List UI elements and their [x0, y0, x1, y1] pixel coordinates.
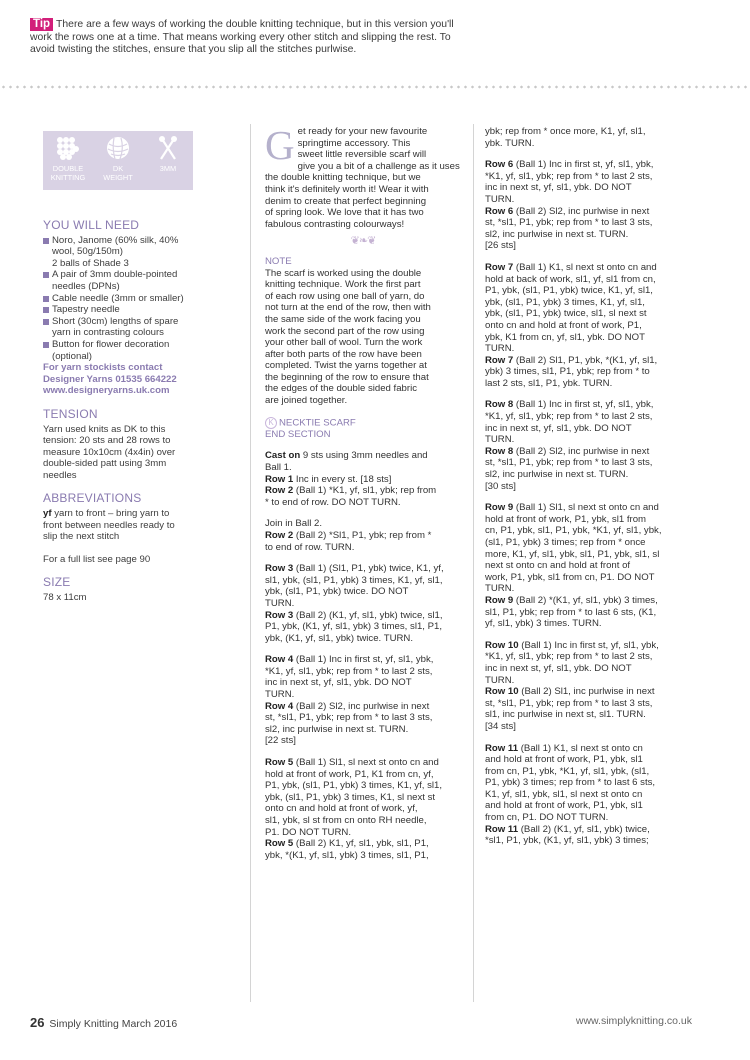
- note-line: of each row using one ball of yarn, do: [265, 290, 425, 302]
- intro-line: springtime accessory. This: [297, 137, 411, 149]
- row-instruction: *K1, yf, sl1, ybk; rep from * to last 2 sts,: [265, 665, 433, 677]
- pattern-line: [265, 666, 461, 678]
- pattern-line: [265, 838, 461, 850]
- row-label: Row 9: [485, 594, 514, 606]
- row-instruction: (Ball 2) Sl2, inc purlwise in next: [513, 445, 650, 457]
- pattern-line: [265, 621, 461, 633]
- row-instruction: and hold at front of work, P1, ybk, sl1: [485, 754, 643, 766]
- row-label: Cast on: [265, 450, 301, 462]
- row-instruction: onto cn and hold at front of work, yf,: [265, 803, 418, 815]
- pattern-line: [485, 229, 681, 241]
- intro-line: of spring look. We love that it has two: [265, 207, 424, 219]
- pattern-line: [485, 457, 681, 469]
- row-label: Row 7: [485, 261, 514, 273]
- row-instruction: from cn, P1. DO NOT TURN.: [485, 812, 609, 824]
- row-label: Row 4: [265, 654, 294, 666]
- row-instruction: inc in next st, yf, sl1, ybk. DO NOT: [485, 662, 632, 674]
- tension-line: Yarn used knits as DK to this: [43, 423, 166, 435]
- note-text: [265, 268, 461, 407]
- row-instruction: work, P1, ybk, sl1 from cn, P1. DO NOT: [485, 571, 655, 583]
- tension-line: needles: [43, 469, 77, 481]
- materials-list-item: A pair of 3mm double-pointed: [43, 269, 203, 281]
- pattern-line: [265, 462, 461, 474]
- dk-weight-badge: [97, 135, 139, 190]
- note-line: work the second part of the row using: [265, 325, 425, 337]
- pattern-line: [265, 850, 461, 862]
- row-instruction: TURN.: [485, 434, 515, 446]
- paragraph-gap: [485, 733, 681, 743]
- pattern-rows: [265, 440, 461, 861]
- row-instruction: Inc in every st. [18 sts]: [293, 473, 392, 485]
- pattern-line: [485, 777, 681, 789]
- row-instruction: TURN.: [485, 343, 515, 355]
- pattern-line: [485, 182, 681, 194]
- row-instruction: sl1, ybk, sl st from cn onto RH needle,: [265, 815, 427, 826]
- row-instruction: (Ball 1) Inc in first st, yf, sl1, ybk,: [293, 654, 434, 666]
- row-instruction: sl1, ybk, (sl1, P1, ybk) 3 times, K1, yf, sl1,: [265, 574, 443, 586]
- row-instruction: sl2, inc purlwise in next st. TURN.: [485, 228, 629, 240]
- note-line: knitting technique. Work the first part: [265, 279, 421, 291]
- paragraph-gap: [265, 508, 461, 518]
- row-instruction: P1, ybk) 3 times; rep from * to last 6 sts,: [485, 777, 656, 789]
- pattern-line: [485, 721, 681, 733]
- intro-line: the double knitting technique, but we: [265, 172, 421, 184]
- pattern-line: [265, 815, 461, 827]
- row-instruction: K1, yf, sl1, ybk, sl1, sl next st onto cn: [485, 788, 643, 800]
- pattern-line: [485, 332, 681, 344]
- pattern-line: [265, 689, 461, 701]
- icon-label-line1: 3MM: [159, 164, 177, 173]
- row-instruction: (Ball 2) K1, yf, sl1, ybk, sl1, P1,: [293, 838, 429, 850]
- row-instruction: ybk, *(K1, yf, sl1, ybk) 3 times, sl1, P1,: [265, 849, 429, 861]
- pattern-line: [265, 563, 461, 575]
- row-instruction: (Ball 2) (K1, yf, sl1, ybk) twice,: [518, 823, 650, 835]
- row-instruction: (Ball 1) K1, sl next st onto cn and: [513, 261, 657, 273]
- row-label: Row 11: [485, 742, 519, 754]
- k-section-icon: K: [265, 417, 277, 429]
- pattern-line: [485, 138, 681, 150]
- row-instruction: sl1, inc purlwise in next st, sl1. TURN.: [485, 709, 646, 721]
- icon-label-line1: DOUBLE: [52, 164, 84, 173]
- row-instruction: ybk, (sl1, P1, ybk) 3 times, K1, yf, sl1,: [485, 296, 645, 308]
- paragraph-gap: [485, 252, 681, 262]
- pattern-line: [485, 572, 681, 584]
- ornament-divider: ❦❧❦: [350, 235, 376, 248]
- row-instruction: ybk. TURN.: [485, 137, 535, 149]
- row-instruction: [34 sts]: [485, 720, 516, 732]
- intro-line: denim to create that perfect beginning: [265, 195, 427, 207]
- size-heading: SIZE: [43, 575, 71, 590]
- pattern-line: [265, 497, 461, 509]
- note-line: the same side of the work facing you: [265, 313, 421, 325]
- row-label: Row 10: [485, 639, 519, 651]
- paragraph-gap: [485, 149, 681, 159]
- pattern-line: [485, 675, 681, 687]
- needles-icon: [155, 135, 181, 161]
- row-instruction: sl1, P1, ybk; rep from * to last 6 sts, (K1,: [485, 606, 657, 618]
- row-label: Row 2: [265, 529, 294, 541]
- footer-url[interactable]: www.simplyknitting.co.uk: [575, 1015, 692, 1027]
- row-instruction: from cn, P1, ybk, *K1, yf, sl1, ybk, (sl1,: [485, 765, 650, 777]
- materials-list-item: Short (30cm) lengths of spare: [43, 316, 203, 328]
- pattern-line: [485, 240, 681, 252]
- pattern-line: [485, 824, 681, 836]
- row-instruction: TURN.: [265, 597, 295, 609]
- row-instruction: P1, ybk, (sl1, P1, ybk) 3 times, K1, yf, sl1,: [265, 780, 443, 792]
- row-label: Row 4: [265, 700, 294, 712]
- pattern-line: [485, 411, 681, 423]
- row-instruction: sl2, inc purlwise in next st. TURN.: [265, 723, 409, 735]
- magazine-issue: Simply Knitting March 2016: [49, 1018, 178, 1030]
- pattern-line: [265, 450, 461, 462]
- note-line: not turn at the end of the row, then with: [265, 302, 431, 314]
- pattern-line: [265, 542, 461, 554]
- note-line: the edges of the double sided fabric: [265, 383, 418, 395]
- row-instruction: to end of row. TURN.: [265, 541, 355, 553]
- yarn-ball-icon: [105, 135, 131, 161]
- note-line: the beginning of the row to ensure that: [265, 371, 429, 383]
- pattern-line: [265, 701, 461, 713]
- row-label: Row 3: [265, 609, 294, 621]
- pattern-line: [485, 423, 681, 435]
- row-instruction: next st onto cn and hold at front of: [485, 560, 631, 572]
- pattern-rows: [485, 126, 681, 847]
- double-knitting-icon: [55, 135, 81, 161]
- materials-list: [43, 235, 203, 363]
- pattern-line: [485, 709, 681, 721]
- abbreviations-heading: ABBREVIATIONS: [43, 491, 142, 506]
- row-instruction: (Ball 1) Sl1, sl next st onto cn and: [513, 502, 659, 514]
- pattern-line: [485, 285, 681, 297]
- row-instruction: (sl1, P1, ybk) 3 times; rep from * once: [485, 537, 646, 548]
- row-instruction: P1, ybk, (K1, yf, sl1, ybk) 3 times, sl1, P1,: [265, 621, 443, 633]
- row-instruction: (Ball 1) *K1, yf, sl1, ybk; rep from: [293, 485, 437, 497]
- pattern-line: [485, 366, 681, 378]
- row-instruction: (Ball 1) Inc in first st, yf, sl1, ybk,: [513, 399, 654, 411]
- materials-list-item: Button for flower decoration: [43, 339, 203, 351]
- row-instruction: (Ball 2) Sl2, inc purlwise in next: [513, 205, 650, 217]
- row-instruction: st, *sl1, P1, ybk; rep from * to last 3 sts,: [485, 697, 653, 709]
- materials-list-item-continued: wool, 50g/150m): [52, 246, 123, 258]
- row-instruction: (Ball 1) (Sl1, P1, ybk) twice, K1, yf,: [293, 563, 444, 575]
- row-label: Row 3: [265, 563, 294, 575]
- row-label: Row 5: [265, 757, 294, 769]
- row-instruction: last 2 sts, sl1, P1, ybk. TURN.: [485, 377, 613, 389]
- row-instruction: [22 sts]: [265, 735, 296, 747]
- intro-line: fabulous contrasting colourways!: [265, 218, 405, 230]
- row-instruction: (Ball 1) Sl1, sl next st onto cn and: [293, 757, 439, 769]
- materials-list-item: Noro, Janome (60% silk, 40%: [43, 235, 203, 247]
- pattern-line: [485, 171, 681, 183]
- row-instruction: st, *sl1, P1, ybk; rep from * to last 3 sts,: [485, 457, 653, 469]
- row-instruction: hold at back of work, sl1, yf, sl1 from cn,: [485, 273, 656, 285]
- pattern-line: [485, 618, 681, 630]
- row-instruction: yf, sl1, ybk) 3 times. TURN.: [485, 618, 602, 630]
- row-instruction: [26 sts]: [485, 240, 516, 252]
- pattern-line: [485, 481, 681, 493]
- row-label: Row 5: [265, 838, 294, 850]
- pattern-line: [485, 262, 681, 274]
- column-divider: [473, 124, 474, 1002]
- pattern-line: [485, 514, 681, 526]
- row-instruction: (Ball 1) Inc in first st, yf, sl1, ybk,: [518, 639, 659, 651]
- pattern-line: [265, 712, 461, 724]
- row-instruction: inc in next st, yf, sl1, ybk. DO NOT: [265, 677, 412, 689]
- note-heading: NOTE: [265, 255, 292, 267]
- row-instruction: ybk, (sl1, P1, ybk) twice, sl1, sl next st: [485, 308, 647, 320]
- footer-left: [30, 1015, 177, 1030]
- row-instruction: st, *sl1, P1, ybk; rep from * to last 3 sts,: [485, 217, 653, 229]
- pattern-line: [265, 654, 461, 666]
- section-subtitle: END SECTION: [265, 428, 331, 440]
- row-instruction: 9 sts using 3mm needles and: [300, 450, 428, 462]
- pattern-column-right: [485, 126, 681, 847]
- abbreviation-line: slip the next stitch: [43, 531, 120, 543]
- row-label: Row 10: [485, 686, 519, 698]
- pattern-line: [485, 698, 681, 710]
- row-instruction: *K1, yf, sl1, ybk; rep from * to last 2 sts,: [485, 170, 653, 182]
- note-line: your other ball of wool. Turn the work: [265, 337, 423, 349]
- pattern-line: [265, 586, 461, 598]
- row-instruction: [30 sts]: [485, 480, 516, 492]
- pattern-line: [485, 194, 681, 206]
- pattern-line: [265, 803, 461, 815]
- page-number: 26: [30, 1015, 45, 1030]
- double-knitting-badge: [47, 135, 89, 190]
- row-instruction: more, K1, yf, sl1, ybk, sl1, P1, ybk, sl1, sl: [485, 548, 660, 560]
- row-instruction: Ball 1.: [265, 461, 292, 473]
- row-instruction: (Ball 1) K1, sl next st onto cn: [518, 742, 643, 754]
- note-line: completed. Twist the yarns together at: [265, 360, 427, 372]
- stockists-link[interactable]: www.designeryarns.uk.com: [43, 385, 170, 397]
- tip-box: [30, 18, 470, 57]
- row-instruction: cn, P1, ybk, sl1, P1, ybk, *K1, yf, sl1, ybk,: [485, 525, 662, 537]
- intro-line: sweet little reversible scarf will: [297, 149, 427, 161]
- row-instruction: (Ball 2) Sl1, inc purlwise in next: [518, 686, 655, 698]
- pattern-line: [485, 766, 681, 778]
- pattern-line: [485, 743, 681, 755]
- pattern-line: [265, 598, 461, 610]
- sidebar: [43, 218, 203, 604]
- materials-list-item-continued: yarn in contrasting colours: [52, 327, 164, 339]
- row-instruction: and hold at front of work, P1, ybk, sl1: [485, 800, 643, 812]
- row-label: Row 6: [485, 205, 514, 217]
- intro-line: et ready for your new favourite: [297, 126, 428, 137]
- pattern-line: [485, 651, 681, 663]
- row-instruction: (Ball 2) Sl2, inc purlwise in next: [293, 700, 430, 712]
- pattern-line: [265, 530, 461, 542]
- pattern-line: [485, 308, 681, 320]
- paragraph-gap: [485, 389, 681, 399]
- pattern-line: [265, 518, 461, 530]
- pattern-line: [485, 835, 681, 847]
- pattern-line: [265, 792, 461, 804]
- row-instruction: inc in next st, yf, sl1, ybk. DO NOT: [485, 182, 632, 194]
- tension-line: tension: 20 sts and 28 rows to: [43, 435, 171, 447]
- pattern-line: [485, 355, 681, 367]
- pattern-line: [485, 800, 681, 812]
- intro-line: give you a bit of a challenge as it uses: [297, 160, 460, 172]
- pattern-line: [485, 549, 681, 561]
- paragraph-gap: [265, 553, 461, 563]
- pattern-line: [485, 583, 681, 595]
- row-instruction: inc in next st, yf, sl1, ybk. DO NOT: [485, 422, 632, 434]
- pattern-line: [265, 769, 461, 781]
- section-title: [265, 417, 461, 429]
- abbreviation-term: yf: [43, 508, 52, 520]
- note-line: are joined together.: [265, 395, 348, 407]
- pattern-line: [485, 525, 681, 537]
- paragraph-gap: [265, 644, 461, 654]
- row-instruction: onto cn and hold at front of work, P1,: [485, 319, 642, 331]
- row-instruction: hold at front of work, P1, ybk, sl1 from: [485, 513, 647, 525]
- note-line: The scarf is worked using the double: [265, 267, 422, 279]
- materials-list-item: Cable needle (3mm or smaller): [43, 293, 203, 305]
- row-instruction: (Ball 2) (K1, yf, sl1, ybk) twice, sl1,: [293, 609, 443, 621]
- dotted-divider: [0, 85, 750, 89]
- skill-icons-panel: [43, 131, 193, 190]
- you-will-need-heading: YOU WILL NEED: [43, 218, 140, 232]
- materials-list-item-continued: (optional): [52, 350, 92, 362]
- pattern-line: [485, 399, 681, 411]
- intro-line: think it's definitely worth it! Wear it with: [265, 183, 429, 195]
- abbreviation-entry: [43, 508, 203, 520]
- materials-list-item-continued: 2 balls of Shade 3: [52, 257, 129, 269]
- pattern-line: [265, 474, 461, 486]
- row-instruction: P1, ybk, (sl1, P1, ybk) twice, K1, yf, sl1,: [485, 285, 653, 297]
- pattern-line: [485, 537, 681, 549]
- intro-paragraph: [265, 122, 461, 230]
- row-instruction: (Ball 1) Inc in first st, yf, sl1, ybk,: [513, 159, 654, 171]
- pattern-line: [485, 469, 681, 481]
- pattern-line: [265, 724, 461, 736]
- pattern-line: [265, 757, 461, 769]
- pattern-column-middle: [265, 122, 461, 861]
- pattern-line: [485, 434, 681, 446]
- stockists-line: For yarn stockists contact: [43, 362, 163, 374]
- tension-heading: TENSION: [43, 406, 98, 421]
- needle-size-badge: [147, 135, 189, 190]
- pattern-line: [485, 560, 681, 572]
- pattern-line: [485, 217, 681, 229]
- column-divider: [250, 124, 251, 1002]
- row-instruction: (Ball 2) Sl1, P1, ybk, *(K1, yf, sl1,: [513, 354, 658, 366]
- row-instruction: ybk; rep from * once more, K1, yf, sl1,: [485, 126, 646, 137]
- row-instruction: TURN.: [265, 689, 295, 701]
- paragraph-gap: [265, 440, 461, 450]
- section-title-text: NECKTIE SCARF: [279, 417, 356, 429]
- row-instruction: TURN.: [485, 674, 515, 686]
- row-instruction: *K1, yf, sl1, ybk; rep from * to last 2 sts,: [485, 651, 653, 663]
- pattern-line: [485, 607, 681, 619]
- pattern-line: [265, 780, 461, 792]
- tip-badge: Tip: [30, 18, 53, 31]
- row-instruction: hold at front of work, P1, K1 from cn, yf,: [265, 768, 434, 780]
- pattern-line: [485, 595, 681, 607]
- pattern-line: [485, 378, 681, 390]
- pattern-line: [485, 789, 681, 801]
- row-instruction: sl2, inc purlwise in next st. TURN.: [485, 469, 629, 481]
- row-label: Row 9: [485, 502, 514, 514]
- pattern-line: [485, 686, 681, 698]
- drop-cap: G: [265, 122, 295, 168]
- row-label: Row 2: [265, 485, 294, 497]
- row-instruction: (Ball 2) *Sl1, P1, ybk; rep from *: [293, 529, 432, 541]
- pattern-line: [485, 754, 681, 766]
- pattern-line: [265, 485, 461, 497]
- pattern-line: [485, 274, 681, 286]
- row-label: Row 1: [265, 473, 294, 485]
- row-instruction: P1. DO NOT TURN.: [265, 826, 352, 838]
- paragraph-gap: [485, 630, 681, 640]
- pattern-line: [485, 640, 681, 652]
- row-instruction: st, *sl1, P1, ybk; rep from * to last 3 sts,: [265, 712, 433, 724]
- row-label: Row 6: [485, 159, 514, 171]
- row-instruction: ybk, (sl1, P1, ybk) 3 times, K1, sl next st: [265, 791, 436, 803]
- full-list-reference: For a full list see page 90: [43, 553, 151, 565]
- tension-line: measure 10x10cm (4x4in) over: [43, 446, 176, 458]
- pattern-line: [265, 735, 461, 747]
- pattern-line: [265, 633, 461, 645]
- row-instruction: *sl1, P1, ybk, (K1, yf, sl1, ybk) 3 times;: [485, 835, 649, 847]
- row-label: Row 8: [485, 399, 514, 411]
- row-instruction: ybk, (sl1, P1, ybk) twice. DO NOT: [265, 586, 409, 598]
- pattern-line: [485, 502, 681, 514]
- row-instruction: (Ball 2) *(K1, yf, sl1, ybk) 3 times,: [513, 594, 658, 606]
- row-label: Row 7: [485, 354, 514, 366]
- row-instruction: ybk) 3 times, sl1, P1, ybk; rep from * to: [485, 366, 650, 378]
- pattern-line: [265, 677, 461, 689]
- pattern-line: [265, 575, 461, 587]
- row-instruction: Join in Ball 2.: [265, 518, 323, 530]
- pattern-line: [485, 126, 681, 138]
- pattern-line: [485, 206, 681, 218]
- abbreviation-line: front between needles ready to: [43, 519, 175, 531]
- row-instruction: * to end of row. DO NOT TURN.: [265, 496, 401, 508]
- row-instruction: ybk, (K1, yf, sl1, ybk) twice. TURN.: [265, 632, 414, 644]
- materials-list-item-continued: needles (DPNs): [52, 280, 120, 292]
- pattern-line: [485, 159, 681, 171]
- stockists-line: Designer Yarns 01535 664222: [43, 373, 177, 385]
- note-line: after both parts of the row have been: [265, 348, 422, 360]
- row-instruction: TURN.: [485, 583, 515, 595]
- row-instruction: ybk, K1 from cn, yf, sl1, ybk. DO NOT: [485, 331, 645, 343]
- tip-text: There are a few ways of working the double knitting technique, but in this version you'll work the rows one at a time. That means working every other stitch and slipping the rest. To avoid twisting the stitches, ensure that you slip all the stitches purlwise.: [30, 19, 454, 56]
- icon-label-line2: KNITTING: [50, 173, 86, 182]
- pattern-line: [265, 827, 461, 839]
- row-label: Row 11: [485, 823, 519, 835]
- tension-line: double-sided patt using 3mm: [43, 458, 167, 470]
- pattern-line: [485, 446, 681, 458]
- pattern-line: [265, 610, 461, 622]
- icon-label-line1: DK: [112, 164, 124, 173]
- abbreviation-line: yarn to front – bring yarn to: [54, 508, 170, 520]
- pattern-line: [485, 320, 681, 332]
- size-value: 78 x 11cm: [43, 592, 87, 604]
- icon-label-line2: WEIGHT: [103, 173, 133, 182]
- materials-list-item: Tapestry needle: [43, 304, 203, 316]
- row-instruction: *K1, yf, sl1, ybk; rep from * to last 2 sts,: [485, 411, 653, 423]
- pattern-line: [485, 812, 681, 824]
- row-instruction: TURN.: [485, 193, 515, 205]
- pattern-line: [485, 297, 681, 309]
- pattern-line: [485, 343, 681, 355]
- paragraph-gap: [265, 747, 461, 757]
- pattern-line: [485, 663, 681, 675]
- paragraph-gap: [485, 492, 681, 502]
- row-label: Row 8: [485, 445, 514, 457]
